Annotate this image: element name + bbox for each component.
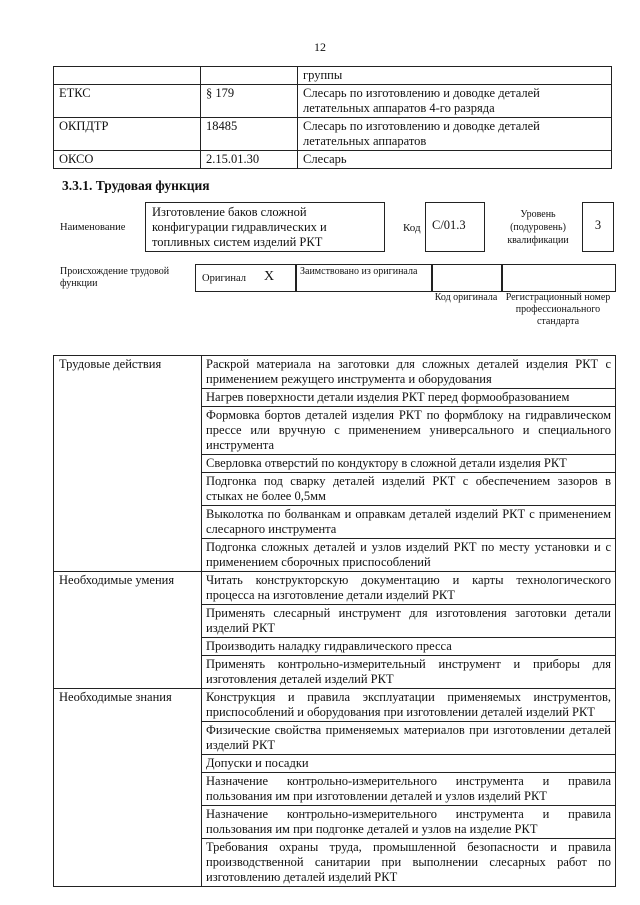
list-item: Формовка бортов деталей изделия РКТ по формблоку на гидравлическом прессе или вручную с применением универсального и специального инструмента — [202, 407, 616, 455]
list-item: Подгонка под сварку деталей изделий РКТ с обеспечением зазоров в стыках не более 0,5мм — [202, 473, 616, 506]
table-cell — [54, 67, 201, 85]
table-cell: ОКСО — [54, 151, 201, 169]
list-item: Читать конструкторскую документацию и карты технологического процесса на изготовление детали изделий РКТ — [202, 572, 616, 605]
list-item: Назначение контрольно-измерительного инструмента и правила пользования им при изготовлении деталей и узлов изделий РКТ — [202, 773, 616, 806]
row-label: Трудовые действия — [54, 356, 202, 572]
table-row — [54, 67, 612, 85]
table-cell: 2.15.01.30 — [201, 151, 298, 169]
table-cell — [201, 67, 298, 85]
table-cell: Слесарь — [298, 151, 612, 169]
table-cell: ЕТКС — [54, 85, 201, 118]
table-row — [54, 356, 616, 389]
classifier-table — [53, 66, 612, 169]
row-label: Необходимые умения — [54, 572, 202, 689]
list-item: Нагрев поверхности детали изделия РКТ перед формообразованием — [202, 389, 616, 407]
list-item: Применять контрольно-измерительный инструмент и приборы для изготовления деталей изделий РКТ — [202, 656, 616, 689]
page-number: 12 — [314, 40, 326, 54]
table-cell: § 179 — [201, 85, 298, 118]
table-row — [54, 151, 612, 169]
table-cell: Слесарь по изготовлению и доводке деталей летательных аппаратов — [298, 118, 612, 151]
code-label: Код — [403, 222, 421, 234]
original-mark: X — [264, 269, 275, 284]
table-row — [54, 689, 616, 722]
list-item: Физические свойства применяемых материалов при изготовлении деталей изделий РКТ — [202, 722, 616, 755]
row-label: Необходимые знания — [54, 689, 202, 887]
reg-number-caption: Регистрационный номер профессионального стандарта — [505, 292, 611, 327]
origin-label: Происхождение трудовой функции — [60, 266, 170, 289]
table-cell: 18485 — [201, 118, 298, 151]
list-item: Назначение контрольно-измерительного инструмента и правила пользования им при подгонке деталей и узлов на изделие РКТ — [202, 806, 616, 839]
list-item: Раскрой материала на заготовки для сложных деталей изделия РКТ с применением режущего инструмента и оборудования — [202, 356, 616, 389]
code-original-caption: Код оригинала — [434, 292, 498, 303]
reg-number-cell — [501, 264, 616, 292]
table-cell: группы — [298, 67, 612, 85]
level-box: 3 — [582, 202, 614, 252]
code-box: С/01.3 — [425, 202, 485, 252]
function-name-box: Изготовление баков сложной конфигурации гидравлических и топливных систем изделий РКТ — [145, 202, 385, 252]
list-item: Требования охраны труда, промышленной безопасности и правила производственной санитарии при выполнении слесарных работ по изготовлению деталей изделий РКТ — [202, 839, 616, 887]
table-row — [54, 118, 612, 151]
list-item: Допуски и посадки — [202, 755, 616, 773]
list-item: Выколотка по болванкам и оправкам деталей изделий РКТ с применением слесарного инструмента — [202, 506, 616, 539]
code-original-cell — [431, 264, 503, 292]
table-cell: Слесарь по изготовлению и доводке деталей летательных аппаратов 4-го разряда — [298, 85, 612, 118]
original-label: Оригинал — [202, 273, 246, 284]
section-heading: 3.3.1. Трудовая функция — [62, 178, 210, 193]
borrowed-label: Заимствовано из оригинала — [300, 266, 418, 277]
function-details-table — [53, 355, 616, 887]
list-item: Применять слесарный инструмент для изготовления заготовки детали изделий РКТ — [202, 605, 616, 638]
borrowed-cell — [295, 264, 433, 292]
level-label: Уровень (подуровень) квалификации — [507, 209, 569, 246]
list-item: Сверловка отверстий по кондуктору в сложной детали изделия РКТ — [202, 455, 616, 473]
table-row — [54, 572, 616, 605]
name-label: Наименование — [60, 222, 126, 233]
list-item: Подгонка сложных деталей и узлов изделий РКТ по месту установки и с применением сборочных приспособлений — [202, 539, 616, 572]
original-cell — [195, 264, 297, 292]
table-cell: ОКПДТР — [54, 118, 201, 151]
list-item: Производить наладку гидравлического пресса — [202, 638, 616, 656]
table-row — [54, 85, 612, 118]
list-item: Конструкция и правила эксплуатации применяемых инструментов, приспособлений и оборудования при изготовлении деталей изделий РКТ — [202, 689, 616, 722]
